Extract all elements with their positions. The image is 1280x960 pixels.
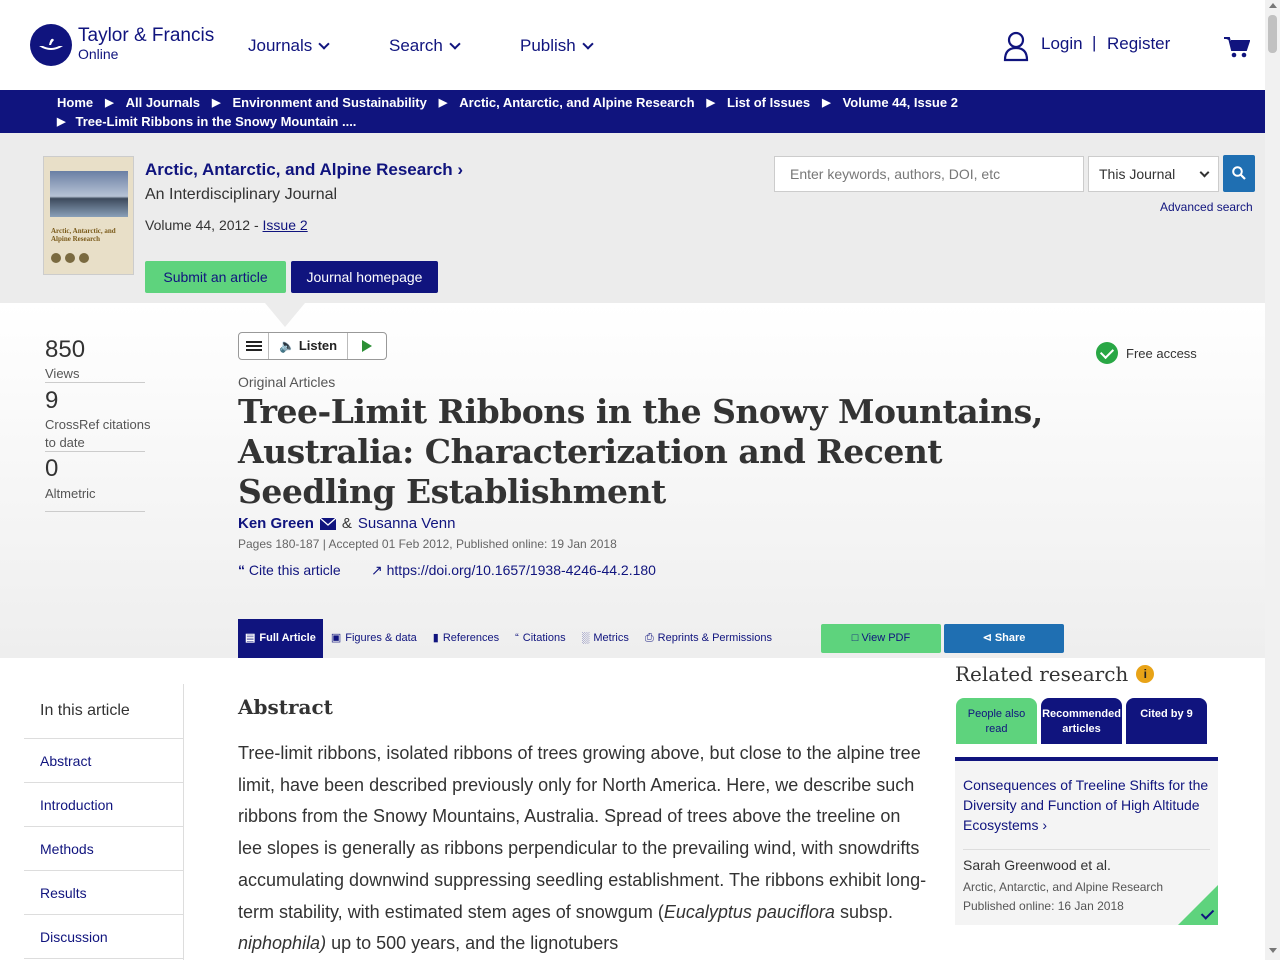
related-date: Published online: 16 Jan 2018 [963, 899, 1124, 913]
bar-chart-icon: ░ [581, 632, 590, 644]
altmetric-count: 0 [45, 455, 59, 482]
journal-homepage-button[interactable]: Journal homepage [291, 261, 438, 293]
check-circle-icon [1096, 342, 1118, 364]
related-journal: Arctic, Antarctic, and Alpine Research [963, 880, 1164, 894]
user-icon[interactable] [1003, 30, 1029, 62]
breadcrumb [0, 90, 1265, 133]
abstract-text [238, 738, 928, 960]
author-link[interactable]: Ken Green [238, 515, 314, 532]
player-menu-icon[interactable] [239, 333, 269, 359]
metric-divider [45, 511, 145, 512]
tab-citations[interactable] [507, 619, 573, 658]
search-input[interactable]: Enter keywords, authors, DOI, etc [774, 156, 1084, 192]
login-link[interactable]: Login [1041, 34, 1083, 53]
toc-item-introduction[interactable]: Introduction [24, 783, 183, 827]
related-article-title: Consequences of Treeline Shifts for the Diversity and Function of High Altitude Ecosystems [963, 777, 1209, 833]
chevron-down-icon [1200, 168, 1210, 178]
altmetric-label: Altmetric [45, 486, 96, 501]
views-count: 850 [45, 336, 86, 363]
info-icon[interactable]: i [1136, 665, 1154, 683]
nav-publish[interactable] [520, 36, 592, 56]
breadcrumb-issues[interactable]: List of Issues [727, 95, 811, 110]
nav-search-label: Search [389, 36, 443, 55]
advanced-search-link[interactable]: Advanced search [1160, 200, 1253, 214]
tab-people-also-read[interactable]: People also read [956, 698, 1037, 744]
breadcrumb-journal[interactable]: Arctic, Antarctic, and Alpine Research [459, 95, 695, 110]
article-title: Tree-Limit Ribbons in the Snowy Mountains, Australia: Characterization and Recent Seedling Establishment [238, 392, 1043, 511]
scroll-up-arrow-icon[interactable] [1269, 3, 1277, 8]
publication-info: Pages 180-187 | Accepted 01 Feb 2012, Published online: 19 Jan 2018 [238, 537, 617, 551]
toc-item-discussion[interactable]: Discussion [24, 915, 183, 959]
tab-label: References [442, 632, 500, 644]
site-header [0, 0, 1265, 90]
breadcrumb-arrow-icon: ▶ [438, 97, 448, 109]
tab-label: Metrics [593, 632, 629, 644]
journal-title-link[interactable] [145, 160, 463, 180]
nav-search[interactable] [389, 36, 459, 56]
volume-label: Volume 44, 2012 - [145, 217, 263, 233]
tab-figures[interactable] [323, 619, 425, 658]
scroll-thumb[interactable] [1268, 15, 1277, 53]
related-article-card [955, 757, 1218, 925]
login-separator: | [1092, 33, 1097, 52]
nav-publish-label: Publish [520, 36, 576, 55]
breadcrumb-arrow-icon: ▶ [822, 97, 831, 109]
tab-label: Reprints & Permissions [657, 632, 772, 644]
cite-article-link[interactable] [238, 562, 341, 578]
breadcrumb-current: Tree-Limit Ribbons in the Snowy Mountain .... [75, 114, 357, 129]
crossref-label: CrossRef citations to date [45, 417, 151, 450]
search-button[interactable] [1223, 155, 1255, 192]
abstract-heading: Abstract [238, 695, 333, 719]
toc-heading: In this article [24, 684, 183, 739]
chevron-down-icon [319, 38, 330, 49]
breadcrumb-home[interactable]: Home [57, 95, 94, 110]
tab-cited-by[interactable]: Cited by 9 [1126, 698, 1207, 744]
journal-volume [145, 217, 308, 233]
play-button[interactable] [348, 340, 386, 352]
journal-subtitle: An Interdisciplinary Journal [145, 186, 338, 203]
page-scrollbar[interactable] [1265, 0, 1280, 960]
cover-pointer [265, 303, 305, 327]
cover-logos [51, 253, 111, 265]
search-icon [1232, 166, 1246, 180]
tab-references[interactable] [425, 619, 507, 658]
cover-title: Arctic, Antarctic, and Alpine Research [51, 227, 116, 243]
cover-photo [50, 171, 128, 217]
journal-title: Arctic, Antarctic, and Alpine Research [145, 160, 453, 179]
metric-divider [45, 382, 145, 383]
breadcrumb-arrow-icon: ▶ [212, 97, 221, 109]
abstract-part: Tree-limit ribbons, isolated ribbons of trees growing above, but close to the alpine tree limit, have been described previously only for North America. Here, we describe such ribbons from the Snowy Mountains, Australia. Spread of trees above the treeline on lee slopes is generally as ribbons perpendicular to the prevailing wind, with snowdrifts accumulating downwind suppressing seedling establishment. The ribbons exhibit long-term stability, with estimated stem ages of snowgum ( [238, 743, 927, 922]
author-link[interactable]: Susanna Venn [357, 515, 456, 532]
chevron-down-icon [449, 38, 460, 49]
article-tabs [238, 619, 780, 658]
free-access-label: Free access [1126, 345, 1197, 361]
view-pdf-button[interactable] [821, 624, 941, 653]
tab-reprints[interactable] [637, 619, 780, 658]
share-button[interactable] [944, 624, 1064, 653]
chevron-down-icon [582, 38, 593, 49]
register-link[interactable]: Register [1107, 34, 1171, 53]
site-logo[interactable] [30, 24, 214, 66]
tab-label: Full Article [259, 632, 316, 644]
search-scope-select[interactable] [1088, 156, 1219, 192]
card-divider [963, 849, 1210, 850]
species-name: Eucalyptus pauciflora [663, 901, 835, 922]
chevron-right-icon: › [457, 160, 464, 179]
tab-recommended[interactable]: Recommended articles [1041, 698, 1122, 744]
related-title: Related research [955, 662, 1129, 686]
pdf-label: View PDF [861, 632, 911, 644]
lamp-logo-icon [30, 24, 72, 66]
journal-cover[interactable] [43, 156, 134, 275]
quote-icon: “ [515, 632, 519, 644]
share-label: Share [994, 632, 1026, 644]
chevron-right-icon: › [1042, 817, 1048, 833]
breadcrumb-arrow-icon: ▶ [105, 97, 114, 109]
related-authors: Sarah Greenwood et al. [963, 857, 1111, 873]
table-of-contents [24, 684, 184, 960]
doi-link[interactable] [371, 562, 656, 579]
related-article-link[interactable] [963, 775, 1213, 835]
speaker-icon: 🔈 [279, 338, 296, 353]
toc-item-results[interactable]: Results [24, 871, 183, 915]
toc-item-abstract[interactable]: Abstract [24, 739, 183, 783]
issue-link[interactable]: Issue 2 [262, 217, 308, 233]
toc-item-methods[interactable]: Methods [24, 827, 183, 871]
listen-label: Listen [298, 338, 338, 353]
search-scope-value: This Journal [1099, 166, 1176, 182]
play-icon [361, 340, 373, 352]
tab-full-article[interactable] [238, 619, 323, 658]
submit-article-button[interactable]: Submit an article [145, 261, 286, 293]
doi-label: https://doi.org/10.1657/1938-4246-44.2.180 [386, 562, 656, 578]
listen-button[interactable] [269, 333, 348, 359]
metric-divider [45, 451, 145, 452]
breadcrumb-arrow-icon: ▶ [706, 97, 716, 109]
share-icon: ⊲ [982, 632, 992, 644]
author-separator: & [341, 515, 352, 532]
breadcrumb-all-journals[interactable]: All Journals [125, 95, 201, 110]
related-research-heading [955, 662, 1154, 686]
breadcrumb-arrow-icon: ▶ [57, 116, 66, 128]
author-list [238, 515, 455, 532]
nav-journals-label: Journals [248, 36, 313, 55]
tab-label: Figures & data [345, 632, 417, 644]
breadcrumb-subject[interactable]: Environment and Sustainability [232, 95, 427, 110]
cart-icon[interactable] [1224, 36, 1250, 58]
print-icon: ⎙ [644, 632, 654, 644]
free-access-badge [1096, 342, 1197, 364]
pdf-icon: □ [851, 632, 859, 644]
breadcrumb-volume[interactable]: Volume 44, Issue 2 [842, 95, 958, 110]
abstract-part: up to 500 years, and the lignotubers [326, 933, 619, 954]
views-label: Views [45, 366, 80, 381]
crossref-count: 9 [45, 387, 59, 414]
nav-journals[interactable] [248, 36, 328, 56]
brand-online: Online [78, 46, 119, 62]
listen-player [238, 332, 387, 360]
external-link-icon: ↗ [371, 562, 383, 578]
quote-icon: “ [238, 562, 245, 578]
image-icon: ▣ [330, 632, 342, 644]
article-type: Original Articles [238, 374, 336, 390]
variety-name: niphophila) [238, 933, 327, 954]
scroll-down-arrow-icon[interactable] [1269, 948, 1277, 953]
related-tabs [956, 698, 1207, 744]
tab-metrics[interactable] [574, 619, 637, 658]
cite-label: Cite this article [248, 562, 341, 578]
abstract-part: subsp. [834, 901, 893, 922]
book-icon: ▮ [432, 632, 439, 644]
access-corner [1178, 885, 1218, 925]
envelope-icon[interactable] [320, 518, 336, 530]
document-icon: ▤ [245, 632, 256, 644]
brand-name: Taylor & Francis [78, 25, 215, 46]
tab-label: Citations [522, 632, 566, 644]
